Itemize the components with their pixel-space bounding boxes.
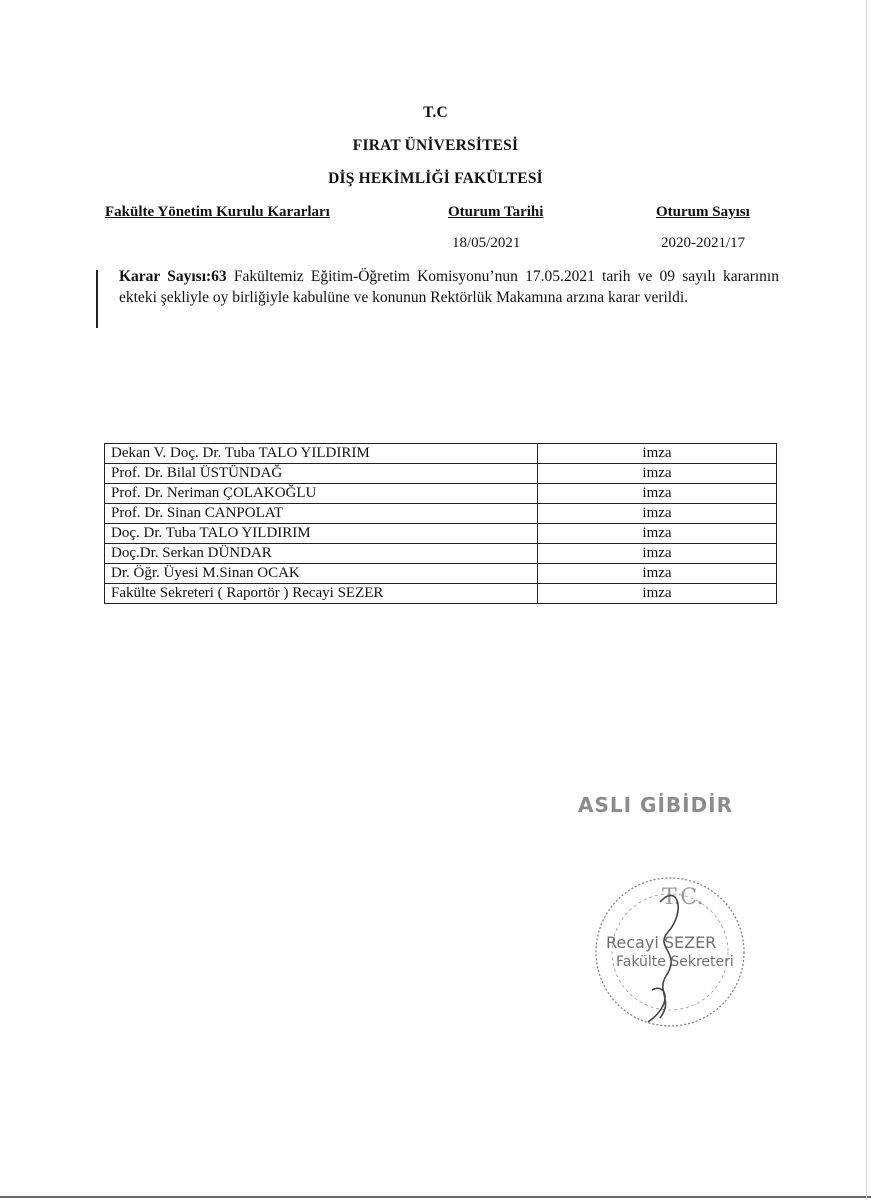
session-number-label: Oturum Sayısı bbox=[656, 204, 750, 220]
header-faculty: DİŞ HEKİMLİĞİ FAKÜLTESİ bbox=[328, 170, 543, 187]
signature-status: imza bbox=[538, 484, 777, 504]
signatory-name: Fakülte Sekreteri ( Raportör ) Recayi SEZER bbox=[105, 584, 538, 604]
signature-row bbox=[105, 564, 777, 584]
header-university: FIRAT ÜNİVERSİTESİ bbox=[352, 137, 519, 154]
page-bottom-edge bbox=[0, 1196, 871, 1198]
session-date-value: 18/05/2021 bbox=[452, 235, 521, 251]
header-tc: T.C bbox=[423, 104, 448, 121]
signature-status: imza bbox=[538, 584, 777, 604]
official-stamp bbox=[590, 872, 750, 1032]
decision-text: Fakültemiz Eğitim-Öğretim Komisyonu’nun 17.05.2021 tarih ve 09 sayılı kararının ekteki şekliyle oy birliğiyle kabulüne ve konunun Rektörlük Makamına arzına karar verildi. bbox=[119, 268, 779, 306]
signature-row bbox=[105, 584, 777, 604]
signatory-name: Prof. Dr. Bilal ÜSTÜNDAĞ bbox=[105, 464, 538, 484]
session-number-value: 2020-2021/17 bbox=[661, 235, 746, 251]
signature-row bbox=[105, 524, 777, 544]
signatory-name: Prof. Dr. Sinan CANPOLAT bbox=[105, 504, 538, 524]
signature-status: imza bbox=[538, 564, 777, 584]
stamp-title: Fakülte Sekreteri bbox=[616, 954, 734, 970]
signatory-name: Doç.Dr. Serkan DÜNDAR bbox=[105, 544, 538, 564]
decision-number: Karar Sayısı:63 bbox=[119, 268, 227, 285]
signature-row bbox=[105, 484, 777, 504]
signature-row bbox=[105, 444, 777, 464]
signature-status: imza bbox=[538, 464, 777, 484]
signatory-name: Dekan V. Doç. Dr. Tuba TALO YILDIRIM bbox=[105, 444, 538, 464]
stamp-name: Recayi SEZER bbox=[606, 933, 717, 952]
signature-status: imza bbox=[538, 544, 777, 564]
signature-table bbox=[104, 443, 777, 604]
signature-row bbox=[105, 504, 777, 524]
signature-row bbox=[105, 464, 777, 484]
margin-mark bbox=[96, 270, 98, 328]
session-date-label: Oturum Tarihi bbox=[448, 204, 544, 220]
certification-text: ASLI GİBİDİR bbox=[578, 793, 734, 817]
signatory-name: Prof. Dr. Neriman ÇOLAKOĞLU bbox=[105, 484, 538, 504]
signature-status: imza bbox=[538, 444, 777, 464]
decision-paragraph bbox=[119, 266, 779, 308]
signatory-name: Dr. Öğr. Üyesi M.Sinan OCAK bbox=[105, 564, 538, 584]
signature-status: imza bbox=[538, 524, 777, 544]
board-label: Fakülte Yönetim Kurulu Kararları bbox=[105, 204, 330, 220]
page-right-edge bbox=[866, 0, 867, 1200]
stamp-tc: T.C. bbox=[662, 885, 704, 910]
signatory-name: Doç. Dr. Tuba TALO YILDIRIM bbox=[105, 524, 538, 544]
signature-row bbox=[105, 544, 777, 564]
signature-status: imza bbox=[538, 504, 777, 524]
